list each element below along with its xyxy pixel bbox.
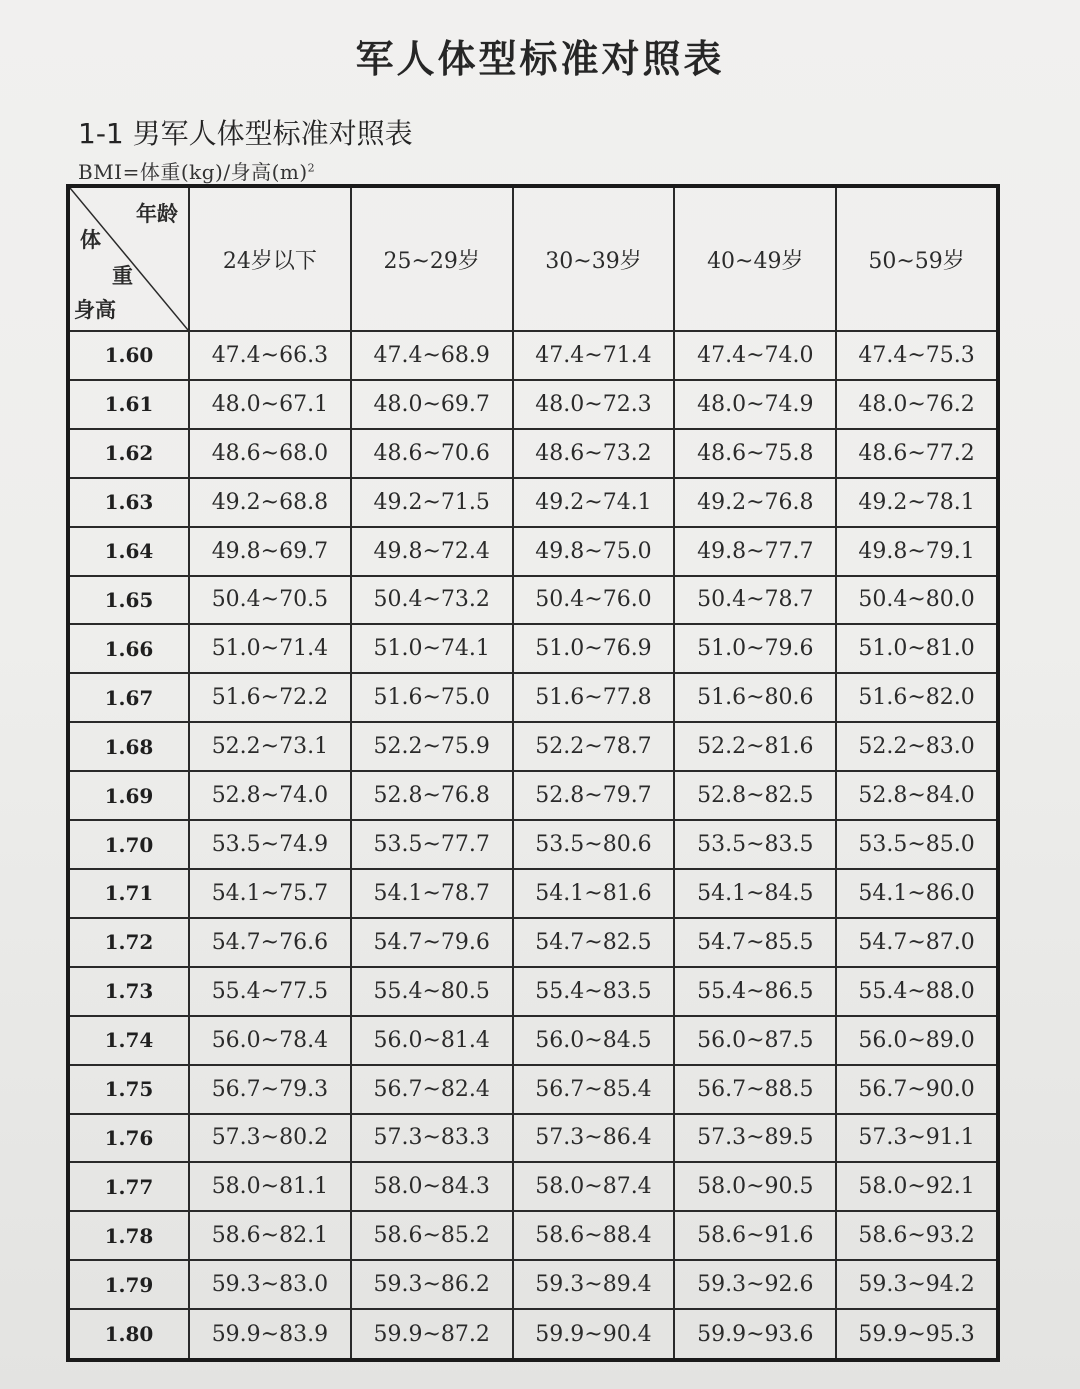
weight-range-cell: 59.9~87.2 xyxy=(351,1309,513,1360)
weight-range-cell: 55.4~83.5 xyxy=(513,967,675,1016)
weight-range-cell: 49.8~69.7 xyxy=(189,527,351,576)
table-row xyxy=(68,1211,998,1260)
table-row xyxy=(68,820,998,869)
weight-range-cell: 53.5~85.0 xyxy=(836,820,998,869)
table-row xyxy=(68,1309,998,1360)
weight-range-cell: 51.6~77.8 xyxy=(513,673,675,722)
corner-weight-label-2: 重 xyxy=(112,264,133,288)
table-row xyxy=(68,429,998,478)
weight-range-cell: 52.8~74.0 xyxy=(189,771,351,820)
table-row xyxy=(68,478,998,527)
weight-range-cell: 57.3~86.4 xyxy=(513,1114,675,1163)
weight-range-cell: 51.0~79.6 xyxy=(674,624,836,673)
table-row xyxy=(68,918,998,967)
weight-range-cell: 50.4~70.5 xyxy=(189,576,351,625)
weight-range-cell: 59.3~94.2 xyxy=(836,1260,998,1309)
weight-range-cell: 49.2~74.1 xyxy=(513,478,675,527)
table-row xyxy=(68,380,998,429)
weight-range-cell: 49.2~76.8 xyxy=(674,478,836,527)
height-cell: 1.70 xyxy=(68,820,189,869)
table-row xyxy=(68,1065,998,1114)
weight-range-cell: 58.6~91.6 xyxy=(674,1211,836,1260)
table-row xyxy=(68,1114,998,1163)
weight-range-cell: 47.4~66.3 xyxy=(189,331,351,380)
weight-range-cell: 51.0~74.1 xyxy=(351,624,513,673)
weight-range-cell: 48.6~75.8 xyxy=(674,429,836,478)
bmi-formula-text: BMI=体重(kg)/身高(m) xyxy=(78,160,308,184)
weight-range-cell: 55.4~77.5 xyxy=(189,967,351,1016)
height-cell: 1.76 xyxy=(68,1114,189,1163)
page-title: 军人体型标准对照表 xyxy=(355,37,725,81)
weight-range-cell: 56.7~85.4 xyxy=(513,1065,675,1114)
table-row xyxy=(68,527,998,576)
height-cell: 1.65 xyxy=(68,576,189,625)
weight-range-cell: 48.0~76.2 xyxy=(836,380,998,429)
weight-range-cell: 56.7~82.4 xyxy=(351,1065,513,1114)
weight-range-cell: 54.7~82.5 xyxy=(513,918,675,967)
weight-range-cell: 49.8~77.7 xyxy=(674,527,836,576)
table-row xyxy=(68,771,998,820)
weight-range-cell: 53.5~80.6 xyxy=(513,820,675,869)
weight-range-cell: 54.1~78.7 xyxy=(351,869,513,918)
weight-range-cell: 56.7~88.5 xyxy=(674,1065,836,1114)
weight-range-cell: 54.1~81.6 xyxy=(513,869,675,918)
weight-range-cell: 59.9~93.6 xyxy=(674,1309,836,1360)
weight-range-cell: 47.4~75.3 xyxy=(836,331,998,380)
weight-range-cell: 51.6~72.2 xyxy=(189,673,351,722)
table-row xyxy=(68,576,998,625)
corner-age-label: 年龄 xyxy=(136,202,178,226)
weight-range-cell: 54.7~87.0 xyxy=(836,918,998,967)
weight-range-cell: 54.1~84.5 xyxy=(674,869,836,918)
height-cell: 1.74 xyxy=(68,1016,189,1065)
bmi-formula xyxy=(78,156,315,185)
weight-range-cell: 52.8~84.0 xyxy=(836,771,998,820)
body-standard-table xyxy=(66,184,1000,1362)
corner-weight-label-1: 体 xyxy=(80,228,101,252)
column-header: 25~29岁 xyxy=(351,186,513,331)
weight-range-cell: 49.2~68.8 xyxy=(189,478,351,527)
weight-range-cell: 55.4~88.0 xyxy=(836,967,998,1016)
column-header: 40~49岁 xyxy=(674,186,836,331)
weight-range-cell: 53.5~83.5 xyxy=(674,820,836,869)
weight-range-cell: 52.8~82.5 xyxy=(674,771,836,820)
weight-range-cell: 59.3~83.0 xyxy=(189,1260,351,1309)
weight-range-cell: 56.0~78.4 xyxy=(189,1016,351,1065)
weight-range-cell: 52.8~79.7 xyxy=(513,771,675,820)
weight-range-cell: 54.7~76.6 xyxy=(189,918,351,967)
height-cell: 1.80 xyxy=(68,1309,189,1360)
weight-range-cell: 56.7~90.0 xyxy=(836,1065,998,1114)
column-header: 30~39岁 xyxy=(513,186,675,331)
table-row xyxy=(68,722,998,771)
height-cell: 1.61 xyxy=(68,380,189,429)
weight-range-cell: 59.3~89.4 xyxy=(513,1260,675,1309)
height-cell: 1.60 xyxy=(68,331,189,380)
weight-range-cell: 50.4~80.0 xyxy=(836,576,998,625)
weight-range-cell: 48.0~74.9 xyxy=(674,380,836,429)
weight-range-cell: 52.8~76.8 xyxy=(351,771,513,820)
height-cell: 1.78 xyxy=(68,1211,189,1260)
weight-range-cell: 47.4~71.4 xyxy=(513,331,675,380)
height-cell: 1.73 xyxy=(68,967,189,1016)
weight-range-cell: 58.6~93.2 xyxy=(836,1211,998,1260)
weight-range-cell: 50.4~73.2 xyxy=(351,576,513,625)
height-cell: 1.64 xyxy=(68,527,189,576)
weight-range-cell: 56.0~81.4 xyxy=(351,1016,513,1065)
weight-range-cell: 53.5~77.7 xyxy=(351,820,513,869)
weight-range-cell: 59.9~90.4 xyxy=(513,1309,675,1360)
weight-range-cell: 57.3~80.2 xyxy=(189,1114,351,1163)
table-body xyxy=(68,331,998,1360)
weight-range-cell: 48.6~70.6 xyxy=(351,429,513,478)
weight-range-cell: 48.0~72.3 xyxy=(513,380,675,429)
weight-range-cell: 56.0~84.5 xyxy=(513,1016,675,1065)
weight-range-cell: 48.6~68.0 xyxy=(189,429,351,478)
corner-height-label: 身高 xyxy=(74,298,116,322)
height-cell: 1.77 xyxy=(68,1162,189,1211)
height-cell: 1.63 xyxy=(68,478,189,527)
weight-range-cell: 54.7~85.5 xyxy=(674,918,836,967)
weight-range-cell: 49.8~72.4 xyxy=(351,527,513,576)
weight-range-cell: 48.6~73.2 xyxy=(513,429,675,478)
weight-range-cell: 54.1~86.0 xyxy=(836,869,998,918)
weight-range-cell: 58.6~88.4 xyxy=(513,1211,675,1260)
table-row xyxy=(68,331,998,380)
weight-range-cell: 47.4~68.9 xyxy=(351,331,513,380)
weight-range-cell: 54.7~79.6 xyxy=(351,918,513,967)
weight-range-cell: 59.3~92.6 xyxy=(674,1260,836,1309)
weight-range-cell: 52.2~78.7 xyxy=(513,722,675,771)
weight-range-cell: 58.0~87.4 xyxy=(513,1162,675,1211)
weight-range-cell: 58.0~92.1 xyxy=(836,1162,998,1211)
weight-range-cell: 59.9~95.3 xyxy=(836,1309,998,1360)
weight-range-cell: 49.2~78.1 xyxy=(836,478,998,527)
weight-range-cell: 49.2~71.5 xyxy=(351,478,513,527)
weight-range-cell: 59.3~86.2 xyxy=(351,1260,513,1309)
height-cell: 1.62 xyxy=(68,429,189,478)
table-row xyxy=(68,1016,998,1065)
corner-header-cell xyxy=(68,186,189,331)
height-cell: 1.79 xyxy=(68,1260,189,1309)
weight-range-cell: 56.0~87.5 xyxy=(674,1016,836,1065)
weight-range-cell: 51.0~81.0 xyxy=(836,624,998,673)
bmi-formula-exponent: 2 xyxy=(307,161,316,175)
weight-range-cell: 48.0~69.7 xyxy=(351,380,513,429)
weight-range-cell: 55.4~86.5 xyxy=(674,967,836,1016)
weight-range-cell: 51.6~75.0 xyxy=(351,673,513,722)
weight-range-cell: 51.6~80.6 xyxy=(674,673,836,722)
height-cell: 1.68 xyxy=(68,722,189,771)
weight-range-cell: 58.0~84.3 xyxy=(351,1162,513,1211)
weight-range-cell: 48.6~77.2 xyxy=(836,429,998,478)
weight-range-cell: 49.8~79.1 xyxy=(836,527,998,576)
column-header: 24岁以下 xyxy=(189,186,351,331)
weight-range-cell: 50.4~76.0 xyxy=(513,576,675,625)
weight-range-cell: 52.2~83.0 xyxy=(836,722,998,771)
weight-range-cell: 58.6~82.1 xyxy=(189,1211,351,1260)
weight-range-cell: 58.0~81.1 xyxy=(189,1162,351,1211)
weight-range-cell: 58.0~90.5 xyxy=(674,1162,836,1211)
weight-range-cell: 49.8~75.0 xyxy=(513,527,675,576)
weight-range-cell: 55.4~80.5 xyxy=(351,967,513,1016)
height-cell: 1.66 xyxy=(68,624,189,673)
weight-range-cell: 56.0~89.0 xyxy=(836,1016,998,1065)
height-cell: 1.71 xyxy=(68,869,189,918)
table-row xyxy=(68,967,998,1016)
height-cell: 1.69 xyxy=(68,771,189,820)
weight-range-cell: 50.4~78.7 xyxy=(674,576,836,625)
table-row xyxy=(68,1162,998,1211)
height-cell: 1.67 xyxy=(68,673,189,722)
table-row xyxy=(68,624,998,673)
weight-range-cell: 53.5~74.9 xyxy=(189,820,351,869)
weight-range-cell: 47.4~74.0 xyxy=(674,331,836,380)
weight-range-cell: 52.2~81.6 xyxy=(674,722,836,771)
weight-range-cell: 52.2~73.1 xyxy=(189,722,351,771)
weight-range-cell: 48.0~67.1 xyxy=(189,380,351,429)
table-subtitle: 1-1 男军人体型标准对照表 xyxy=(78,117,413,150)
weight-range-cell: 57.3~91.1 xyxy=(836,1114,998,1163)
weight-range-cell: 58.6~85.2 xyxy=(351,1211,513,1260)
column-header: 50~59岁 xyxy=(836,186,998,331)
table-row xyxy=(68,1260,998,1309)
weight-range-cell: 56.7~79.3 xyxy=(189,1065,351,1114)
header-row xyxy=(68,186,998,331)
height-cell: 1.72 xyxy=(68,918,189,967)
weight-range-cell: 57.3~83.3 xyxy=(351,1114,513,1163)
weight-range-cell: 54.1~75.7 xyxy=(189,869,351,918)
weight-range-cell: 59.9~83.9 xyxy=(189,1309,351,1360)
weight-range-cell: 51.6~82.0 xyxy=(836,673,998,722)
weight-range-cell: 51.0~76.9 xyxy=(513,624,675,673)
weight-range-cell: 52.2~75.9 xyxy=(351,722,513,771)
weight-range-cell: 57.3~89.5 xyxy=(674,1114,836,1163)
table-row xyxy=(68,869,998,918)
table-row xyxy=(68,673,998,722)
weight-range-cell: 51.0~71.4 xyxy=(189,624,351,673)
height-cell: 1.75 xyxy=(68,1065,189,1114)
